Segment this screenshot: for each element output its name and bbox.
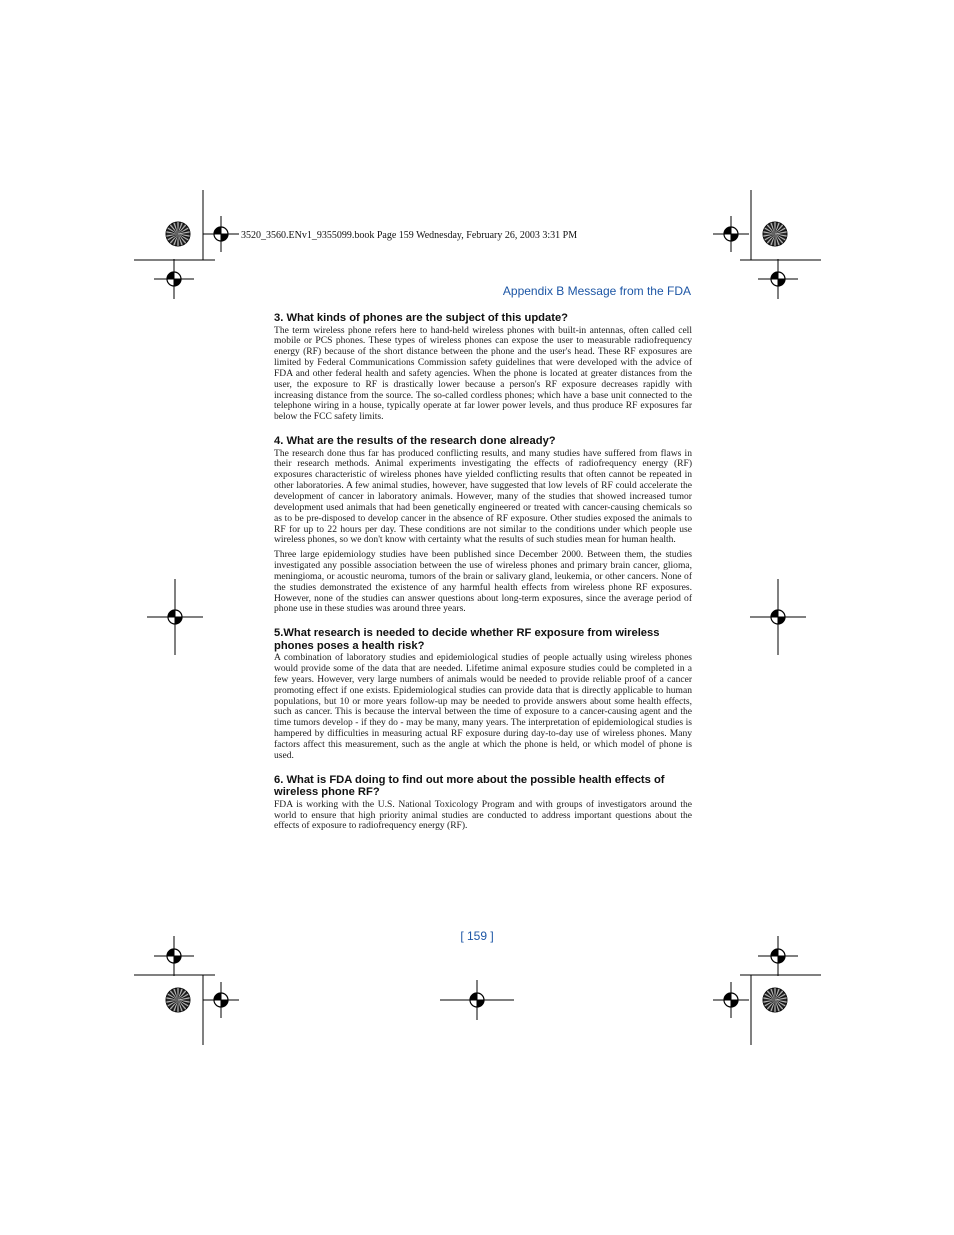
section-heading: 5.What research is needed to decide whether RF exposure from wireless phones poses a health risk? (274, 627, 660, 652)
registration-mark-icon (758, 259, 798, 299)
section-paragraph: The research done thus far has produced conflicting results, and many studies have suffered from flaws in their research methods. Animal experiments investigating the effects of radiofrequency energy (RF) exposures characteristic of wireless phones have yielded conflicting results that often cannot be repeated in other laboratories. A few animal studies, however, have suggested that low levels of RF could accelerate the development of cancer in laboratory animals. However, many of the studies that showed increased tumor development used animals that had been genetically engineered or treated with cancer-causing chemicals so as to be pre-disposed to develop cancer in the absence of RF exposure. Other studies exposed the animals to RF for up to 22 hours per day. These conditions are not similar to the conditions under which people use wireless phones, so we don't know with certainty what the results of such studies mean for human health. (274, 447, 692, 546)
section-4 (274, 435, 692, 615)
section-paragraph: A combination of laboratory studies and epidemiological studies of people actually using wireless phones would provide some of the data that are needed. Lifetime animal exposure studies could be completed in a few years. However, very large numbers of animals would be needed to provide reliable proof of a cancer promoting effect if one exists. Epidemiological studies can provide data that is directly applicable to human populations, but 10 or more years follow-up may be needed to provide answers about some health effects, such as cancer. This is because the interval between the time of exposure to a cancer-causing agent and the time tumors develop - if they do - may be many, many years. The interpretation of epidemiological studies is hampered by difficulties in measuring actual RF exposure during day-to-day use of wireless phones. Many factors affect this measurement, such as the angle at which the phone is held, or which model of phone is used. (274, 652, 692, 761)
color-wheel-target-icon (763, 222, 787, 246)
section-paragraph: The term wireless phone refers here to hand-held wireless phones with built-in antennas, often called cell mobile or PCS phones. These types of wireless phones can expose the user to measurable radiofrequency energy (RF) because of the short distance between the phone and the user's head. These RF exposures are limited by Federal Communications Commission safety guidelines that were developed with the advice of FDA and other federal health and safety agencies. When the phone is located at greater distances from the user, the exposure to RF is drastically lower because a person's RF exposure decreases rapidly with increasing distance from the source. The so-called cordless phones; which have a base unit connected to the telephone wiring in a house, typically operate at far lower power levels, and thus produce RF exposures far below the FCC safety limits. (274, 324, 692, 423)
registration-mark-icon (203, 982, 239, 1018)
section-paragraph: FDA is working with the U.S. National Toxicology Program and with groups of investigators around the world to ensure that high priority animal studies are conducted to address important questions about the effects of exposure to radiofrequency energy (RF). (274, 798, 692, 832)
section-heading: 3. What kinds of phones are the subject of this update? (274, 312, 569, 324)
registration-mark-icon (154, 259, 194, 299)
registration-mark-icon (147, 579, 203, 655)
registration-mark-icon (713, 982, 749, 1018)
running-head: Appendix B Message from the FDA (502, 284, 691, 298)
color-wheel-target-icon (166, 222, 190, 246)
registration-mark-icon (750, 579, 806, 655)
registration-mark-icon (203, 216, 239, 252)
section-heading: 6. What is FDA doing to find out more about the possible health effects of wireless phone RF? (274, 773, 665, 799)
section-6 (274, 774, 692, 833)
section-5 (274, 627, 692, 761)
section-3 (274, 312, 692, 423)
main-content (274, 312, 692, 844)
registration-mark-icon (713, 216, 749, 252)
section-heading: 4. What are the results of the research done already? (274, 435, 556, 448)
color-wheel-target-icon (763, 988, 787, 1012)
page-number: [ 159 ] (460, 929, 494, 943)
color-wheel-target-icon (166, 988, 190, 1012)
slug-line: 3520_3560.ENv1_9355099.book Page 159 Wednesday, February 26, 2003 3:31 PM (241, 230, 578, 241)
section-paragraph: Three large epidemiology studies have been published since December 2000. Between them, the studies investigated any possible association between the use of wireless phones and primary brain cancer, glioma, meningioma, or acoustic neuroma, tumors of the brain or salivary gland, leukemia, or other cancers. None of the studies demonstrated the existence of any harmful health effects from wireless phone RF exposures. However, none of the studies can answer questions about long-term exposures, since the average period of phone use in these studies was around three years. (274, 549, 692, 615)
